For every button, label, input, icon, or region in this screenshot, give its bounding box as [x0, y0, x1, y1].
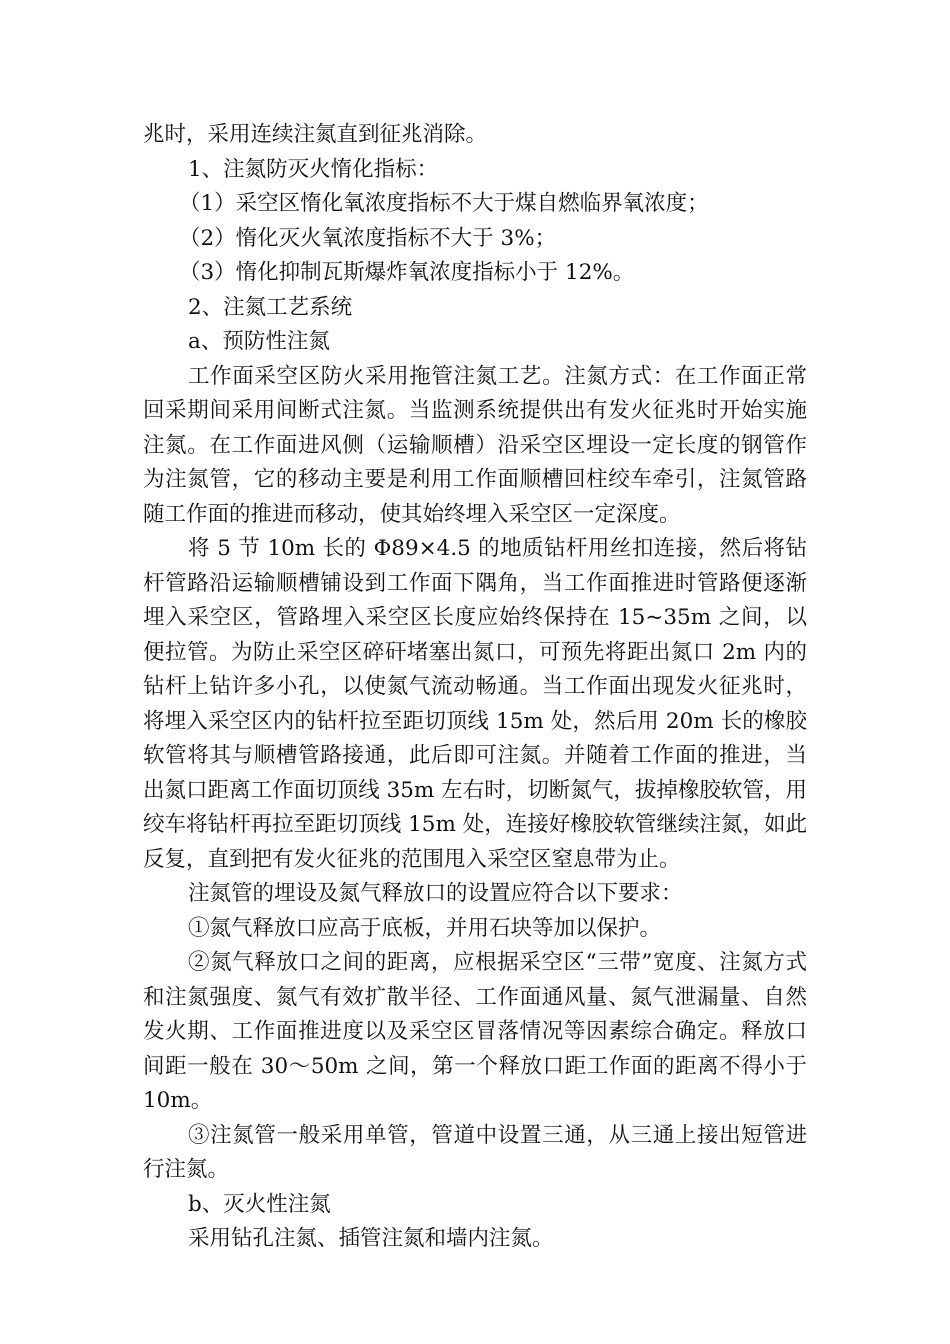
paragraph-continuation: 兆时，采用连续注氮直到征兆消除。	[143, 122, 488, 147]
document-body	[143, 118, 807, 1257]
paragraph-requirements-intro: 注氮管的埋设及氮气释放口的设置应符合以下要求：	[188, 881, 683, 906]
list-item-fire-oxygen: （2）惰化灭火氧浓度指标不大于 3%；	[179, 225, 557, 251]
requirement-item-3: ③注氮管一般采用单管，管道中设置三通，从三通上接出短管进行注氮。	[143, 1122, 807, 1182]
requirement-item-1: ①氮气释放口应高于底板，并用石块等加以保护。	[188, 915, 662, 941]
paragraph-drill-rod-pipeline: 将 5 节 10m 长的 Φ89×4.5 的地质钻杆用丝扣连接，然后将钻杆管路沿运输顺槽铺设到工作面下隅角，当工作面推进时管路便逐渐埋入采空区，管路埋入采空区长度应始终保持在 15~35m 之间，以便拉管。为防止采空区碎矸堵塞出氮口，可预先将距出氮口 2m 内的钻杆上钻许多小孔，以使氮气流动畅通。当工作面出现发火征兆时，将埋入采空区内的钻杆拉至距切顶线 15m 处，然后用 20m 长的橡胶软管将其与顺槽管路接通，此后即可注氮。并随着工作面的推进，当出氮口距离工作面切顶线 35m 左右时，切断氮气，拔掉橡胶软管，用绞车将钻杆再拉至距切顶线 15m 处，连接好橡胶软管继续注氮，如此反复，直到把有发火征兆的范围甩入采空区窒息带为止。	[143, 536, 807, 872]
heading-inerting-indicators: 1、注氮防灭火惰化指标：	[188, 156, 439, 182]
paragraph-drag-pipe-process: 工作面采空区防火采用拖管注氮工艺。注氮方式：在工作面正常回采期间采用间断式注氮。当监测系统提供出有发火征兆时开始实施注氮。在工作面进风侧（运输顺槽）沿采空区埋设一定长度的钢管作为注氮管，它的移动主要是利用工作面顺槽回柱绞车牵引，注氮管路随工作面的推进而移动，使其始终埋入采空区一定深度。	[143, 363, 807, 527]
heading-fire-extinguishing-nitrogen: b、灭火性注氮	[188, 1191, 331, 1217]
heading-nitrogen-system: 2、注氮工艺系统	[188, 294, 353, 320]
list-item-goaf-oxygen: （1）采空区惰化氧浓度指标不大于煤自燃临界氧浓度；	[179, 191, 709, 216]
list-item-gas-explosion-oxygen: （3）惰化抑制瓦斯爆炸氧浓度指标小于 12%。	[179, 260, 635, 285]
paragraph-injection-methods: 采用钻孔注氮、插管注氮和墙内注氮。	[188, 1226, 554, 1251]
requirement-item-2: ②氮气释放口之间的距离，应根据采空区“三带”宽度、注氮方式和注氮强度、氮气有效扩散半径、工作面通风量、氮气泄漏量、自然发火期、工作面推进度以及采空区冒落情况等因素综合确定。释放口间距一般在 30～50m 之间，第一个释放口距工作面的距离不得小于 10m。	[143, 950, 807, 1113]
heading-preventive-nitrogen: a、预防性注氮	[188, 329, 330, 354]
